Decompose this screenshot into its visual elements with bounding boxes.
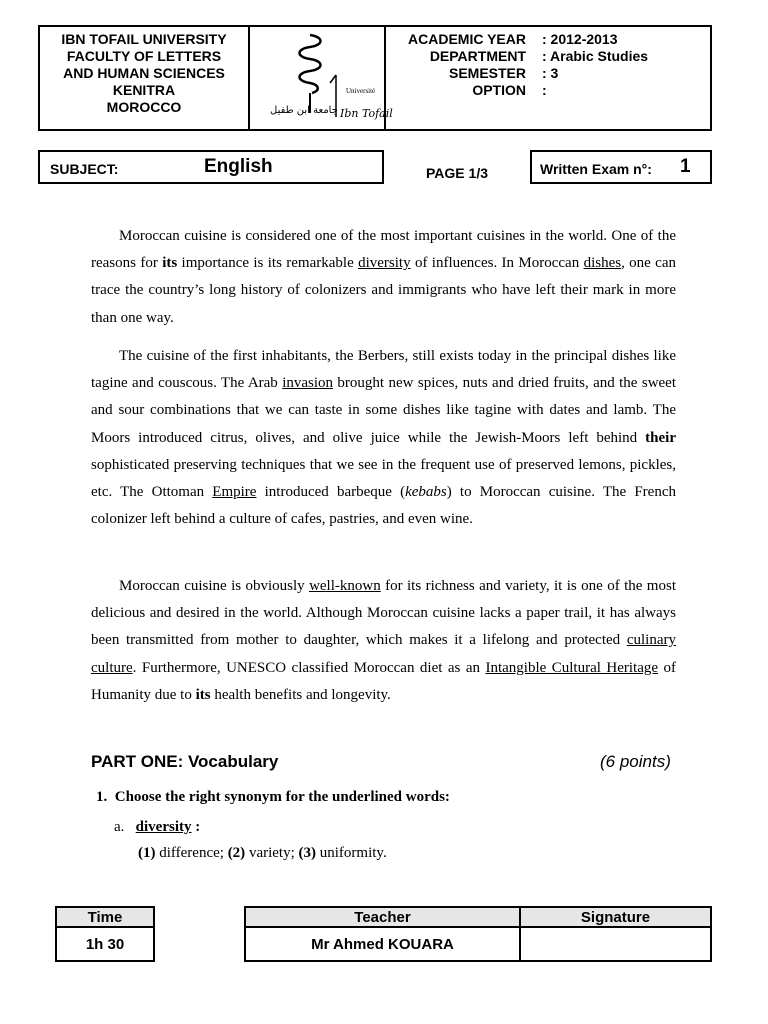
department-value: : Arabic Studies xyxy=(542,48,649,64)
passage-underlined-word: invasion xyxy=(282,375,334,392)
academic-year-value: : 2012-2013 xyxy=(542,31,618,47)
sub-question-word: diversity xyxy=(135,819,192,835)
option-label: OPTION xyxy=(472,82,526,98)
university-line: IBN TOFAIL UNIVERSITY xyxy=(61,31,227,47)
passage-paragraph-1 xyxy=(91,223,676,332)
passage-underlined-word: culinary culture xyxy=(91,632,676,676)
passage-text: health benefits and longevity. xyxy=(210,686,391,703)
part-one-title: PART ONE: Vocabulary xyxy=(91,752,279,771)
question-text: Choose the right synonym for the underlined words: xyxy=(114,789,450,805)
academic-row xyxy=(396,31,648,48)
logo-text: جامعة ابن طفيل xyxy=(270,105,338,116)
teacher-header: Teacher xyxy=(244,906,521,928)
university-line: MOROCCO xyxy=(106,99,182,115)
header-box xyxy=(38,25,712,131)
question-number: 1. xyxy=(96,789,108,805)
page-number: PAGE 1/3 xyxy=(426,165,488,181)
passage-text: The cuisine of the first inhabitants, the Berbers, still exists today in the principal dishes like tagine and couscous. The Arab xyxy=(91,348,676,392)
academic-row xyxy=(396,82,648,99)
header-divider xyxy=(248,27,250,129)
option-number: (3) xyxy=(298,845,317,861)
university-info xyxy=(40,31,248,116)
passage-text: Moroccan cuisine is obviously xyxy=(119,578,310,594)
passage-underlined-word: diversity xyxy=(358,255,411,272)
question-1a xyxy=(114,819,200,836)
passage-underlined-word: well-known xyxy=(309,578,381,594)
option-text: variety; xyxy=(245,845,299,861)
exam-number: 1 xyxy=(680,156,691,177)
passage-bold-word: its xyxy=(195,686,211,703)
passage-italic-word: kebabs xyxy=(405,484,447,501)
university-line: AND HUMAN SCIENCES xyxy=(63,65,225,81)
university-line: FACULTY OF LETTERS xyxy=(66,48,222,64)
exam-box xyxy=(530,150,712,184)
option-value: : xyxy=(542,82,547,98)
subject-label: SUBJECT: xyxy=(50,161,119,177)
passage-text: of Humanity due to xyxy=(91,659,676,703)
passage-underlined-word: Empire xyxy=(212,484,257,501)
passage-paragraph-3 xyxy=(91,573,676,709)
department-label: DEPARTMENT xyxy=(429,48,526,64)
passage-text: sophisticated preserving techniques that we see in the frequent use of preserved lemons, pickles, etc. The Ottoman xyxy=(91,456,676,501)
passage-bold-word: their xyxy=(645,429,676,446)
question-1 xyxy=(96,789,450,806)
time-value: 1h 30 xyxy=(55,926,155,962)
passage-underlined-word: dishes xyxy=(583,255,622,272)
sub-question-colon: : xyxy=(191,819,201,835)
university-logo xyxy=(266,31,393,127)
passage-text: . Furthermore, UNESCO classified Moroccan diet as an xyxy=(132,659,486,676)
passage-underlined-word: Intangible Cultural Heritage xyxy=(485,659,659,676)
academic-year-label: ACADEMIC YEAR xyxy=(408,31,526,47)
passage-text: , one can trace the country’s long history of colonizers and immigrants who have left their mark in more than one way. xyxy=(91,255,676,326)
university-line: KENITRA xyxy=(112,82,176,98)
sub-question-letter: a. xyxy=(114,819,125,835)
time-header: Time xyxy=(55,906,155,928)
signature-field[interactable] xyxy=(519,926,712,962)
academic-row xyxy=(396,65,648,82)
question-1a-options xyxy=(138,845,387,862)
option-text: uniformity. xyxy=(316,845,387,861)
passage-text: introduced barbeque ( xyxy=(256,484,406,501)
option-number: (1) xyxy=(138,845,156,861)
semester-value: : 3 xyxy=(542,65,559,81)
passage-text: Moroccan cuisine is considered one of the most important cuisines in the world. One of the reasons for xyxy=(91,228,676,272)
passage-text: importance is its remarkable xyxy=(177,255,359,272)
footer-table xyxy=(55,906,712,962)
subject-box xyxy=(38,150,384,184)
option-number: (2) xyxy=(227,845,246,861)
part-one-points: (6 points) xyxy=(600,752,671,771)
passage-paragraph-2 xyxy=(91,343,676,533)
signature-header: Signature xyxy=(519,906,712,928)
passage-text: for its richness and variety, it is one of the most delicious and desired in the world. Although Moroccan cuisine lacks a paper trail, it has always been transmitted from mother to daughter, which makes it a lifelong and protected xyxy=(91,578,676,649)
logo-emblem-icon xyxy=(266,31,393,127)
exam-label: Written Exam n°: xyxy=(540,161,652,177)
semester-label: SEMESTER xyxy=(448,65,526,81)
passage-bold-word: its xyxy=(162,255,178,272)
passage-text: of influences. In Moroccan xyxy=(410,255,584,272)
passage-text: brought new spices, nuts and dried fruits, and the sweet and sour combinations that we can taste in some dishes like tagine with dates and lamb. The Moors introduced citrus, olives, and olive juice while the Jewish-Moors left behind xyxy=(91,375,677,446)
academic-row xyxy=(396,48,648,65)
logo-text: Ibn Tofail xyxy=(340,107,393,120)
academic-info xyxy=(396,31,648,99)
option-text: difference; xyxy=(155,845,228,861)
logo-text: Université xyxy=(346,87,376,95)
passage-text: ) to Moroccan cuisine. The French colonizer left behind a culture of cafes, pastries, and even wine. xyxy=(91,484,676,528)
subject-value: English xyxy=(204,156,273,177)
teacher-value: Mr Ahmed KOUARA xyxy=(244,926,521,962)
